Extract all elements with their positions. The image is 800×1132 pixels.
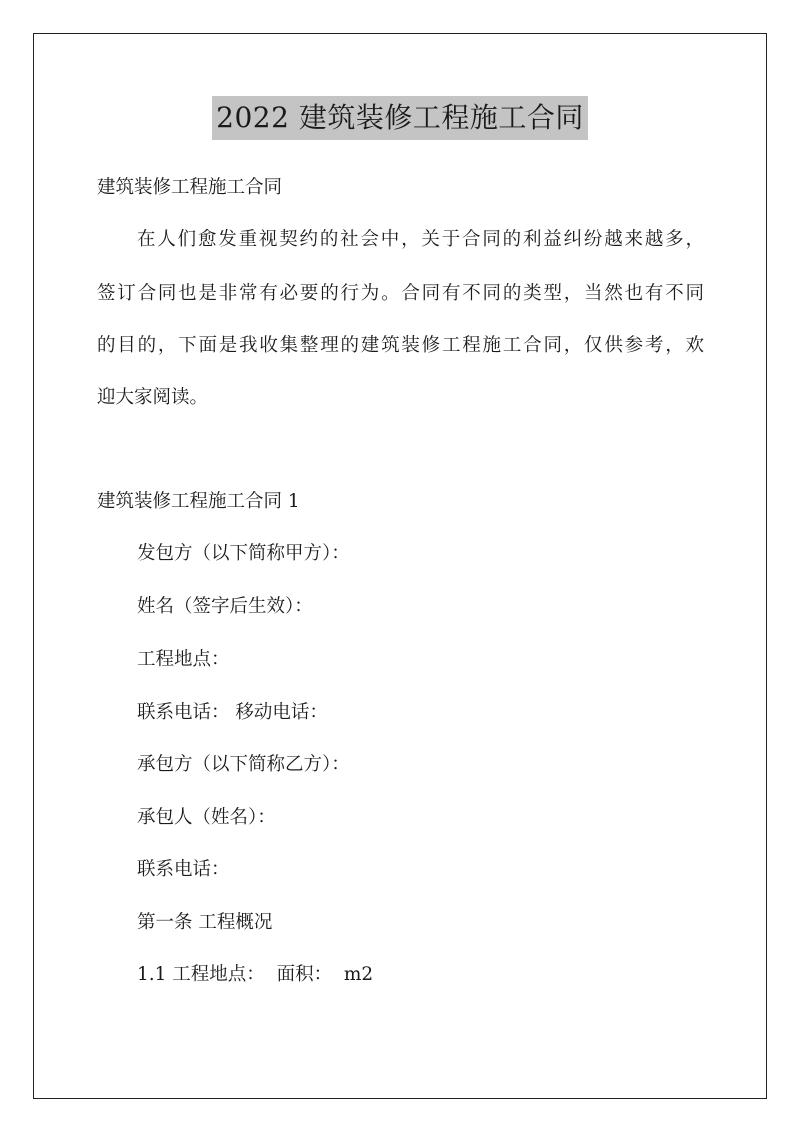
- intro-line-1: 在人们愈发重视契约的社会中，关于合同的利益纠纷越来越多，: [137, 229, 704, 250]
- field-location-area: 1.1 工程地点： 面积： m2: [137, 964, 374, 985]
- field-phone-mobile: 联系电话： 移动电话：: [137, 702, 328, 723]
- intro-line-2: 签订合同也是非常有必要的行为。合同有不同的类型，当然也有不同: [97, 283, 704, 304]
- field-project-location: 工程地点：: [137, 649, 230, 670]
- field-employer: 发包方（以下简称甲方）：: [137, 543, 350, 564]
- intro-line-4: 迎大家阅读。: [97, 387, 209, 408]
- field-contractor-name: 承包人（姓名）：: [137, 807, 276, 828]
- title-container: [0, 96, 800, 140]
- intro-line-3: 的目的，下面是我收集整理的建筑装修工程施工合同，仅供参考，欢: [97, 335, 704, 356]
- section-heading: 建筑装修工程施工合同 1: [97, 491, 300, 512]
- document-title: 2022 建筑装修工程施工合同: [212, 96, 588, 140]
- article-one-heading: 第一条 工程概况: [137, 912, 273, 933]
- document-subtitle: 建筑装修工程施工合同: [97, 177, 283, 198]
- field-signature-name: 姓名（签字后生效）：: [137, 596, 313, 617]
- field-contractor: 承包方（以下简称乙方）：: [137, 754, 350, 775]
- field-contractor-phone: 联系电话：: [137, 859, 230, 880]
